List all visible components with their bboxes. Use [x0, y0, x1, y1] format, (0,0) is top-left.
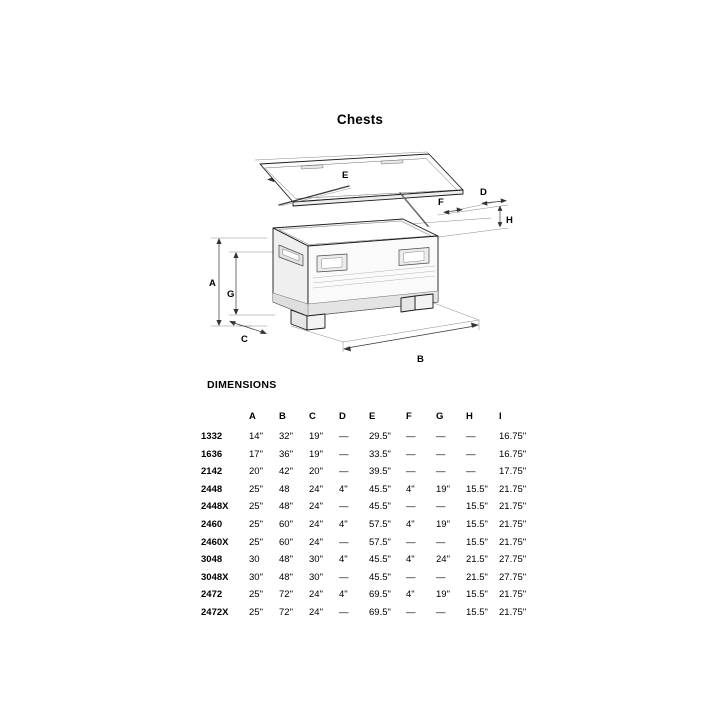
cell-c: 19" — [309, 431, 323, 442]
cell-a: 25" — [249, 483, 263, 495]
cell-c: 24" — [309, 501, 323, 513]
cell-b: 48" — [279, 554, 293, 566]
diagram-label-a: A — [209, 278, 216, 289]
cell-model: 3048 — [201, 554, 223, 566]
cell-d: — — [339, 501, 349, 513]
table-row — [201, 551, 537, 569]
cell-b: 60" — [279, 518, 293, 530]
table-row — [201, 534, 537, 552]
cell-h: 21.5" — [466, 554, 488, 566]
column-header-d: D — [339, 411, 346, 423]
cell-e: 33.5" — [369, 448, 391, 460]
cell-a: 25" — [249, 536, 263, 548]
cell-a: 30" — [249, 571, 263, 583]
column-header-b: B — [279, 411, 286, 423]
cell-d: — — [339, 606, 349, 618]
cell-i: 16.75" — [499, 448, 527, 460]
cell-a: 14" — [249, 431, 263, 442]
cell-model: 1636 — [201, 448, 223, 460]
cell-i: 21.75" — [499, 536, 527, 548]
cell-d: 4" — [339, 554, 348, 566]
cell-a: 17" — [249, 448, 263, 460]
cell-i: 21.75" — [499, 589, 527, 601]
cell-b: 60" — [279, 536, 293, 548]
cell-e: 57.5" — [369, 518, 391, 530]
cell-a: 25" — [249, 589, 263, 601]
cell-a: 25" — [249, 606, 263, 618]
cell-h: 15.5" — [466, 536, 488, 548]
cell-i: 17.75" — [499, 466, 527, 478]
cell-f: — — [406, 606, 416, 618]
cell-d: — — [339, 571, 349, 583]
cell-c: 24" — [309, 483, 323, 495]
table-row — [201, 586, 537, 604]
cell-b: 48 — [279, 483, 290, 495]
cell-c: 24" — [309, 518, 323, 530]
cell-a: 25" — [249, 518, 263, 530]
cell-h: — — [466, 431, 476, 442]
table-header-row — [201, 404, 537, 428]
cell-g: — — [436, 448, 446, 460]
cell-f: — — [406, 501, 416, 513]
column-header-c: C — [309, 411, 316, 423]
table-row — [201, 498, 537, 516]
diagram-label-f: F — [438, 197, 444, 208]
page-title: Chests — [336, 112, 384, 127]
cell-f: 4" — [406, 554, 415, 566]
diagram-label-h: H — [506, 215, 513, 226]
cell-a: 20" — [249, 466, 263, 478]
dimensions-table — [201, 404, 537, 622]
cell-e: 45.5" — [369, 571, 391, 583]
cell-c: 24" — [309, 536, 323, 548]
cell-f: — — [406, 431, 416, 442]
column-header-model — [201, 404, 249, 428]
cell-g: 19" — [436, 483, 450, 495]
cell-f: 4" — [406, 483, 415, 495]
cell-d: 4" — [339, 483, 348, 495]
cell-h: — — [466, 466, 476, 478]
table-row — [201, 516, 537, 534]
cell-c: 20" — [309, 466, 323, 478]
column-header-e: E — [369, 411, 376, 423]
cell-b: 36" — [279, 448, 293, 460]
cell-e: 45.5" — [369, 483, 391, 495]
cell-g: 19" — [436, 589, 450, 601]
cell-h: 15.5" — [466, 483, 488, 495]
cell-model: 1332 — [201, 431, 223, 442]
cell-d: — — [339, 448, 349, 460]
cell-b: 72" — [279, 589, 293, 601]
cell-d: — — [339, 466, 349, 478]
cell-i: 21.75" — [499, 606, 527, 618]
cell-h: 15.5" — [466, 606, 488, 618]
cell-h: 15.5" — [466, 501, 488, 513]
cell-c: 30" — [309, 571, 323, 583]
cell-d: — — [339, 431, 349, 442]
cell-i: 21.75" — [499, 483, 527, 495]
cell-d: — — [339, 536, 349, 548]
cell-model: 2472 — [201, 589, 223, 601]
diagram-label-c: C — [241, 334, 248, 345]
table-row — [201, 569, 537, 587]
cell-i: 27.75" — [499, 571, 527, 583]
cell-c: 19" — [309, 448, 323, 460]
cell-a: 25" — [249, 501, 263, 513]
cell-f: — — [406, 536, 416, 548]
cell-f: 4" — [406, 589, 415, 601]
cell-e: 39.5" — [369, 466, 391, 478]
table-row — [201, 481, 537, 499]
cell-f: 4" — [406, 518, 415, 530]
cell-e: 69.5" — [369, 606, 391, 618]
cell-b: 42" — [279, 466, 293, 478]
cell-h: — — [466, 448, 476, 460]
cell-c: 24" — [309, 589, 323, 601]
cell-h: 15.5" — [466, 589, 488, 601]
diagram-label-b: B — [417, 354, 424, 365]
cell-i: 16.75" — [499, 431, 527, 442]
cell-f: — — [406, 466, 416, 478]
cell-e: 57.5" — [369, 536, 391, 548]
cell-model: 2460 — [201, 518, 223, 530]
cell-g: — — [436, 606, 446, 618]
table-row — [201, 446, 537, 464]
column-header-h: H — [466, 411, 473, 423]
cell-b: 48" — [279, 501, 293, 513]
diagram-label-e: E — [342, 170, 349, 181]
cell-i: 27.75" — [499, 554, 527, 566]
cell-model: 2142 — [201, 466, 223, 478]
cell-b: 48" — [279, 571, 293, 583]
cell-g: — — [436, 431, 446, 442]
cell-b: 72" — [279, 606, 293, 618]
cell-a: 30 — [249, 554, 260, 566]
cell-g: — — [436, 501, 446, 513]
cell-h: 21.5" — [466, 571, 488, 583]
column-header-g: G — [436, 411, 444, 423]
cell-g: 24" — [436, 554, 450, 566]
cell-e: 69.5" — [369, 589, 391, 601]
cell-model: 3048X — [201, 571, 229, 583]
cell-f: — — [406, 571, 416, 583]
column-header-a: A — [249, 411, 256, 423]
table-row — [201, 428, 537, 446]
diagram-label-g: G — [227, 289, 235, 300]
cell-g: — — [436, 466, 446, 478]
dimensions-heading: DIMENSIONS — [207, 379, 277, 391]
cell-b: 32" — [279, 431, 293, 442]
cell-i: 21.75" — [499, 518, 527, 530]
cell-e: 29.5" — [369, 431, 391, 442]
cell-c: 24" — [309, 606, 323, 618]
cell-h: 15.5" — [466, 518, 488, 530]
cell-e: 45.5" — [369, 501, 391, 513]
diagram-label-d: D — [480, 187, 487, 198]
column-header-f: F — [406, 411, 412, 423]
cell-g: — — [436, 536, 446, 548]
cell-f: — — [406, 448, 416, 460]
cell-model: 2460X — [201, 536, 229, 548]
column-header-i: I — [499, 411, 502, 423]
cell-model: 2448 — [201, 483, 223, 495]
table-row — [201, 604, 537, 622]
cell-d: 4" — [339, 518, 348, 530]
chest-diagram — [195, 130, 525, 370]
cell-i: 21.75" — [499, 501, 527, 513]
cell-g: — — [436, 571, 446, 583]
cell-g: 19" — [436, 518, 450, 530]
cell-e: 45.5" — [369, 554, 391, 566]
table-row — [201, 463, 537, 481]
cell-c: 30" — [309, 554, 323, 566]
cell-d: 4" — [339, 589, 348, 601]
cell-model: 2472X — [201, 606, 229, 618]
cell-model: 2448X — [201, 501, 229, 513]
